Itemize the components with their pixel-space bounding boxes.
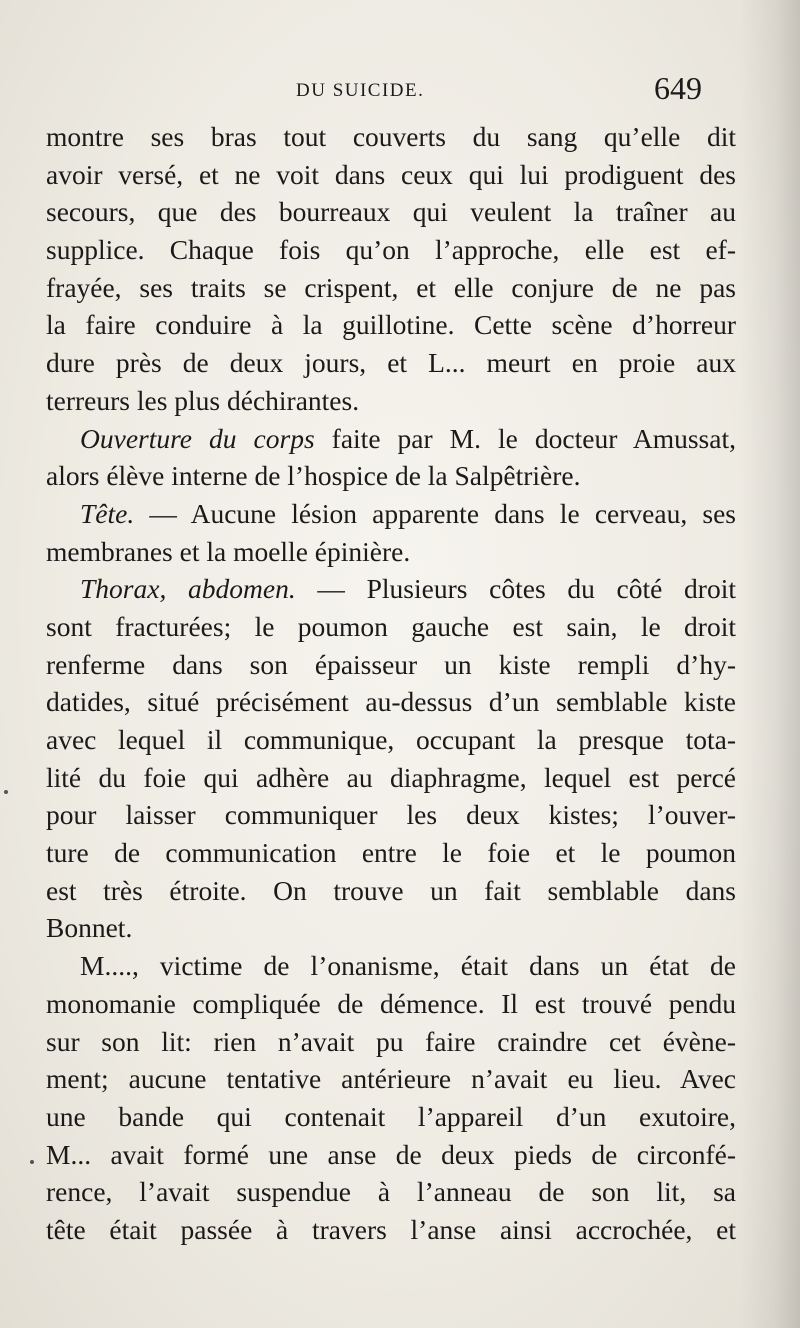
text-line: sur son lit: rien n’avait pu faire craindre cet évène- <box>46 1025 736 1057</box>
text-line: datides, situé précisément au-dessus d’un semblable kiste <box>46 686 736 718</box>
italic-heading: Tête. <box>80 497 135 529</box>
text-line: supplice. Chaque fois qu’on l’approche, elle est ef- <box>46 234 736 266</box>
text-line: alors élève interne de l’hospice de la Salpêtrière. <box>46 460 581 492</box>
text-line: avoir versé, et ne voit dans ceux qui lui prodiguent des <box>46 158 736 190</box>
text-line: Thorax, abdomen. — Plusieurs côtes du côté droit <box>80 573 736 605</box>
text-line: renferme dans son épaisseur un kiste rempli d’hy- <box>46 648 736 680</box>
text-line: pour laisser communiquer les deux kistes; l’ouver- <box>46 799 736 831</box>
text-line: la faire conduire à la guillotine. Cette scène d’horreur <box>46 309 736 341</box>
text-line: membranes et la moelle épinière. <box>46 535 411 567</box>
running-head <box>0 70 800 110</box>
text-line: tête était passée à travers l’anse ainsi accrochée, et <box>46 1213 736 1245</box>
text-line: dure près de deux jours, et L... meurt en proie aux <box>46 347 736 379</box>
text-line: avec lequel il communique, occupant la presque tota- <box>46 724 736 755</box>
text-line: une bande qui contenait l’appareil d’un exutoire, <box>46 1100 736 1132</box>
text-line: lité du foie qui adhère au diaphragme, lequel est percé <box>46 761 736 793</box>
italic-heading: Ouverture du corps <box>80 422 315 454</box>
body-text <box>46 118 736 1249</box>
text-line: monomanie compliquée de démence. Il est trouvé pendu <box>46 987 736 1019</box>
italic-heading: Thorax, abdomen. <box>80 573 296 605</box>
text-line: Ouverture du corps faite par M. le docteur Amussat, <box>80 422 736 454</box>
text-line: M... avait formé une anse de deux pieds de circonfé- <box>46 1138 736 1170</box>
text-line: rence, l’avait suspendue à l’anneau de son lit, sa <box>46 1176 736 1208</box>
text-line: M...., victime de l’onanisme, était dans un état de <box>80 950 736 982</box>
text-line: Tête. — Aucune lésion apparente dans le cerveau, ses <box>80 497 736 529</box>
text-line: Bonnet. <box>46 912 133 944</box>
running-title: DU SUICIDE. <box>296 80 425 101</box>
margin-speck <box>4 790 8 794</box>
margin-speck <box>30 1160 34 1164</box>
text-line: secours, que des bourreaux qui veulent la traîner au <box>46 196 736 228</box>
text-line: montre ses bras tout couverts du sang qu’elle dit <box>46 121 736 152</box>
text-line: ment; aucune tentative antérieure n’avait eu lieu. Avec <box>46 1063 736 1095</box>
text-line: terreurs les plus déchirantes. <box>46 384 360 416</box>
page-edge-shadow <box>740 0 800 1328</box>
text-line: est très étroite. On trouve un fait semblable dans <box>46 874 736 906</box>
text-line: ture de communication entre le foie et le poumon <box>46 837 736 869</box>
page-number: 649 <box>654 70 702 106</box>
text-line: frayée, ses traits se crispent, et elle conjure de ne pas <box>46 271 736 303</box>
text-line: sont fracturées; le poumon gauche est sain, le droit <box>46 610 736 642</box>
